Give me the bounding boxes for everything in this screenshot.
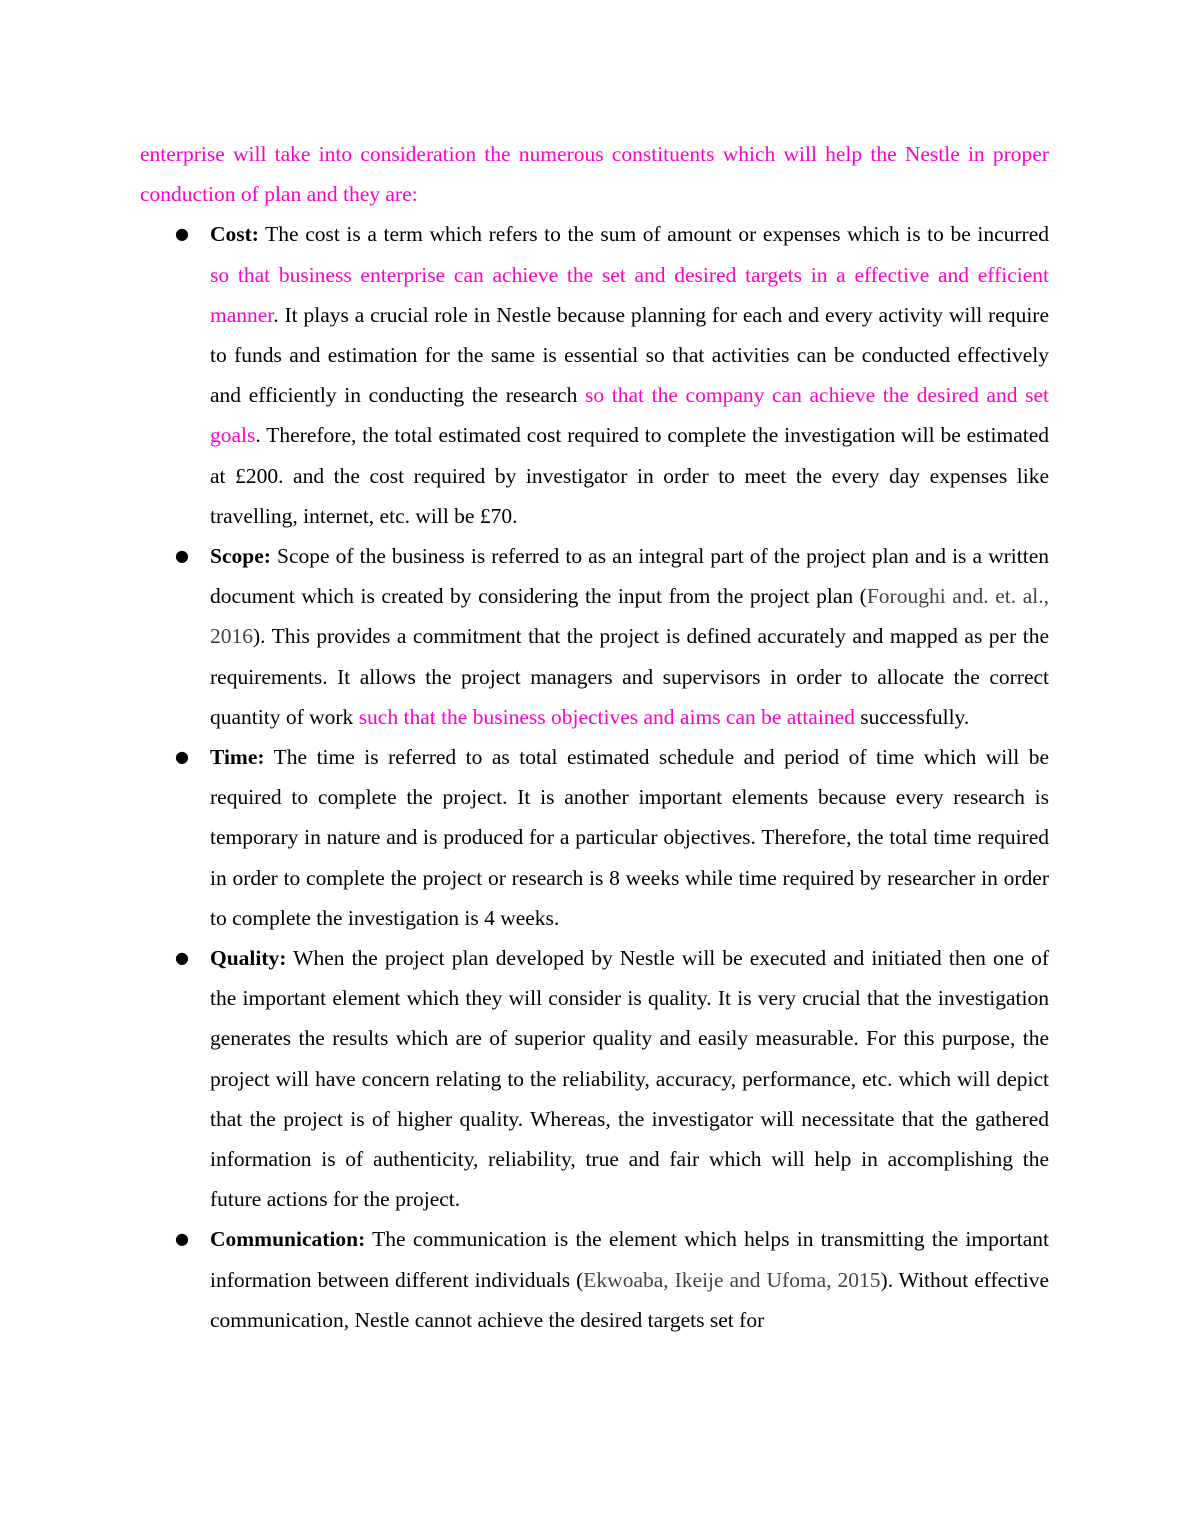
bullet-icon: ● xyxy=(175,747,189,767)
list-item-quality xyxy=(140,938,1049,1219)
document-body xyxy=(140,134,1049,1340)
list-item-scope xyxy=(140,536,1049,737)
quality-text-1: When the project plan developed by Nestle will be executed and initiated then one of the important element which they will consider is quality. It is very crucial that the investigation generates the results which are of superior quality and easily measurable. For this purpose, the project will have concern relating to the reliability, accuracy, performance, etc. which will depict that the project is of higher quality. Whereas, the investigator will necessitate that the gathered information is of authenticity, reliability, true and fair which will help in accomplishing the future actions for the project. xyxy=(210,946,1049,1212)
term-scope: Scope: xyxy=(210,544,271,569)
list-item-communication xyxy=(140,1219,1049,1340)
communication-citation: Ekwoaba, Ikeije and Ufoma, 2015 xyxy=(583,1267,881,1292)
scope-highlight-1: such that the business objectives and aims can be attained xyxy=(358,704,855,729)
cost-text-2: . It plays a crucial role in Nestle because planning for each and every activity will require to funds and estimation for the same is essential so that activities can be conducted effectively and efficiently in conducting the research xyxy=(210,302,1049,408)
bullet-icon: ● xyxy=(175,1229,189,1249)
list-item-time xyxy=(140,737,1049,938)
scope-text-1: Scope of the business is referred to as an integral part of the project plan and is a written document which is created by considering the input from the project plan ( xyxy=(210,544,1049,609)
time-text-1: The time is referred to as total estimated schedule and period of time which will be required to complete the project. It is another important elements because every research is temporary in nature and is produced for a particular objectives. Therefore, the total time required in order to complete the project or research is 8 weeks while time required by researcher in order to complete the investigation is 4 weeks. xyxy=(210,745,1049,930)
scope-text-2: ). This provides a commitment that the project is defined accurately and mapped as per the requirements. It allows the project managers and supervisors in order to allocate the correct quantity of work xyxy=(210,624,1049,729)
term-time: Time: xyxy=(210,745,265,770)
constituents-list xyxy=(140,214,1049,1340)
bullet-icon: ● xyxy=(175,546,189,566)
scope-text-3: successfully. xyxy=(854,704,970,729)
scope-citation: Foroughi and. et. al., 2016 xyxy=(210,584,1049,649)
intro-paragraph: enterprise will take into consideration the numerous constituents which will help the Nestle in proper conduction of plan and they are: xyxy=(140,142,1049,207)
cost-highlight-2: so that the company can achieve the desired and set goals xyxy=(210,383,1049,448)
cost-highlight-1: so that business enterprise can achieve the set and desired targets in a effective and efficient manner xyxy=(210,262,1049,327)
cost-text-1: The cost is a term which refers to the sum of amount or expenses which is to be incurred xyxy=(258,222,1049,247)
term-communication: Communication: xyxy=(210,1227,366,1252)
communication-text-1: The communication is the element which helps in transmitting the important information between different individuals ( xyxy=(210,1227,1049,1292)
bullet-icon: ● xyxy=(175,224,189,244)
communication-text-2: ). Without effective communication, Nestle cannot achieve the desired targets set for xyxy=(210,1267,1049,1332)
list-item-cost xyxy=(140,214,1049,536)
bullet-icon: ● xyxy=(175,948,189,968)
term-quality: Quality: xyxy=(210,946,287,971)
term-cost: Cost: xyxy=(210,222,259,247)
cost-text-3: . Therefore, the total estimated cost required to complete the investigation will be estimated at £200. and the cost required by investigator in order to meet the every day expenses like travelling, internet, etc. will be £70. xyxy=(210,423,1049,528)
